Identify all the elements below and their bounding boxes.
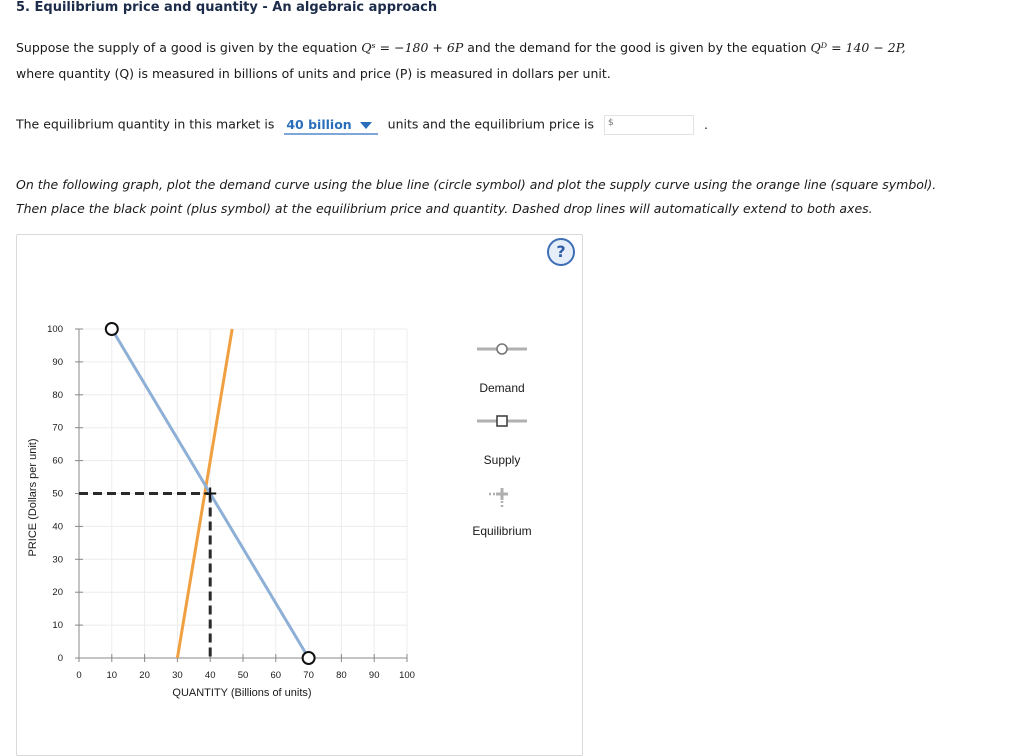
help-icon[interactable]: ? xyxy=(547,238,575,266)
y-tick-label: 90 xyxy=(52,356,63,368)
x-tick-label: 20 xyxy=(139,670,150,681)
quantity-dropdown-value: 40 billion xyxy=(286,116,352,132)
y-tick-label: 20 xyxy=(52,587,63,599)
supply-equation: Qˢ = −180 + 6P xyxy=(361,40,464,55)
y-tick-label: 10 xyxy=(52,620,63,632)
demand-equation: Qᴰ = 140 − 2P, xyxy=(810,40,906,55)
instructions-line-1: On the following graph, plot the demand curve using the blue line (circle symbol) and plot the supply curve using the orange line (square symbol). xyxy=(16,177,937,192)
page-title: 5. Equilibrium price and quantity - An algebraic approach xyxy=(16,0,438,15)
x-tick-label: 90 xyxy=(368,670,380,681)
demand-point-2[interactable] xyxy=(303,652,315,664)
x-tick-label: 100 xyxy=(399,670,415,681)
question-text-middle: units and the equilibrium price is xyxy=(387,116,595,132)
intro-part2: and the demand for the good is given by the equation xyxy=(463,40,811,55)
instructions-line-2: Then place the black point (plus symbol) at the equilibrium price and quantity. Dashed drop lines will automatically extend to both axes. xyxy=(16,201,873,216)
y-tick-label: 60 xyxy=(52,455,63,467)
intro-part1: Suppose the supply of a good is given by the equation xyxy=(16,40,362,55)
y-axis-label: PRICE (Dollars per unit) xyxy=(27,438,39,557)
x-tick-label: 50 xyxy=(237,670,249,681)
legend-supply-square-icon[interactable] xyxy=(497,416,507,426)
dollar-prefix: $ xyxy=(608,118,614,128)
x-tick-label: 70 xyxy=(303,670,314,681)
x-tick-label: 40 xyxy=(204,670,216,681)
legend-equilibrium-label: Equilibrium xyxy=(472,524,532,538)
legend-demand-circle-icon[interactable] xyxy=(497,344,507,354)
x-axis-label: QUANTITY (Billions of units) xyxy=(172,687,312,699)
problem-units: where quantity (Q) is measured in billions of units and price (P) is measured in dollars per unit. xyxy=(16,66,611,81)
y-tick-label: 100 xyxy=(47,324,63,335)
question-text-before: The equilibrium quantity in this market is xyxy=(16,116,275,132)
x-tick-label: 30 xyxy=(172,670,183,681)
y-tick-label: 80 xyxy=(52,389,63,401)
demand-point-1[interactable] xyxy=(106,323,118,335)
x-tick-label: 10 xyxy=(106,670,118,681)
y-tick-label: 30 xyxy=(52,554,63,566)
y-tick-label: 70 xyxy=(52,422,63,434)
question-text-end: . xyxy=(703,116,708,132)
y-tick-label: 0 xyxy=(57,653,63,664)
legend-demand-label: Demand xyxy=(479,381,525,395)
y-tick-label: 50 xyxy=(52,488,63,500)
x-tick-label: 80 xyxy=(336,670,347,681)
chart-ticks xyxy=(47,324,415,681)
chart-legend xyxy=(472,344,531,538)
y-tick-label: 40 xyxy=(52,521,63,533)
x-tick-label: 0 xyxy=(76,670,82,681)
x-tick-label: 60 xyxy=(270,670,282,681)
legend-supply-label: Supply xyxy=(483,453,521,467)
